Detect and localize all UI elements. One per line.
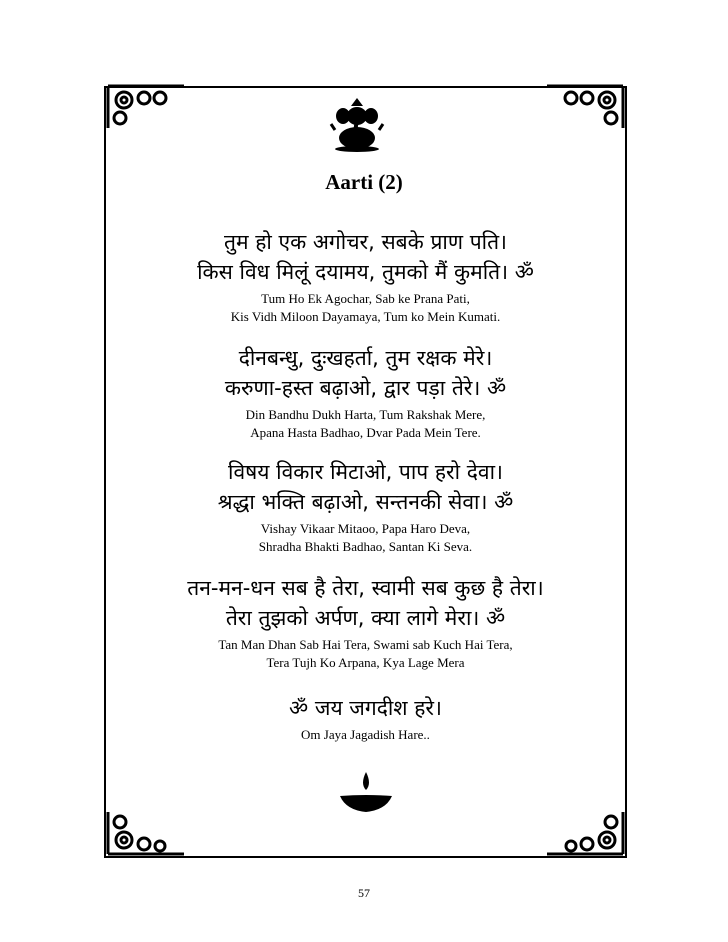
transliteration-line: Tera Tujh Ko Arpana, Kya Lage Mera	[266, 655, 465, 670]
hindi-line: ॐ जय जगदीश हरे।	[289, 696, 442, 720]
hindi-line: तन-मन-धन सब है तेरा, स्वामी सब कुछ है तेरा।	[187, 576, 544, 600]
hindi-line: करुणा-हस्त बढ़ाओ, द्वार पड़ा तेरे। ॐ	[224, 376, 507, 400]
transliteration-line: Om Jaya Jagadish Hare..	[301, 727, 430, 742]
hindi-line: तुम हो एक अगोचर, सबके प्राण पति।	[224, 230, 507, 254]
transliteration-line: Tan Man Dhan Sab Hai Tera, Swami sab Kuch Hai Tera,	[218, 637, 513, 652]
transliteration-line: Kis Vidh Miloon Dayamaya, Tum ko Mein Kumati.	[230, 309, 501, 324]
spiral-ornament-icon	[106, 810, 186, 856]
transliteration-line: Vishay Vikaar Mitaoo, Papa Haro Deva,	[260, 521, 471, 536]
verse-block	[104, 693, 627, 744]
page-title: Aarti (2)	[325, 170, 403, 194]
transliteration-line: Apana Hasta Badhao, Dvar Pada Mein Tere.	[250, 425, 481, 440]
transliteration-line: Tum Ho Ek Agochar, Sab ke Prana Pati,	[261, 291, 470, 306]
page-number: 57	[358, 886, 370, 900]
spiral-ornament-icon	[545, 84, 625, 130]
spiral-ornament-icon	[106, 84, 186, 130]
verse-block	[104, 573, 627, 672]
ganesha-icon	[327, 96, 387, 152]
transliteration-line: Shradha Bhakti Badhao, Santan Ki Seva.	[258, 539, 473, 554]
transliteration-line: Din Bandhu Dukh Harta, Tum Rakshak Mere,	[245, 407, 486, 422]
verse-block	[104, 343, 627, 442]
hindi-line: किस विध मिलूं दयामय, तुमको मैं कुमति। ॐ	[197, 260, 534, 284]
verse-block	[104, 227, 627, 326]
diya-lamp-icon	[338, 770, 394, 816]
verse-block	[104, 457, 627, 556]
hindi-line: तेरा तुझको अर्पण, क्या लागे मेरा। ॐ	[225, 606, 506, 630]
hindi-line: विषय विकार मिटाओ, पाप हरो देवा।	[228, 460, 503, 484]
hindi-line: श्रद्धा भक्ति बढ़ाओ, सन्तनकी सेवा। ॐ	[217, 490, 514, 514]
hindi-line: दीनबन्धु, दुःखहर्ता, तुम रक्षक मेरे।	[238, 346, 493, 370]
spiral-ornament-icon	[545, 810, 625, 856]
